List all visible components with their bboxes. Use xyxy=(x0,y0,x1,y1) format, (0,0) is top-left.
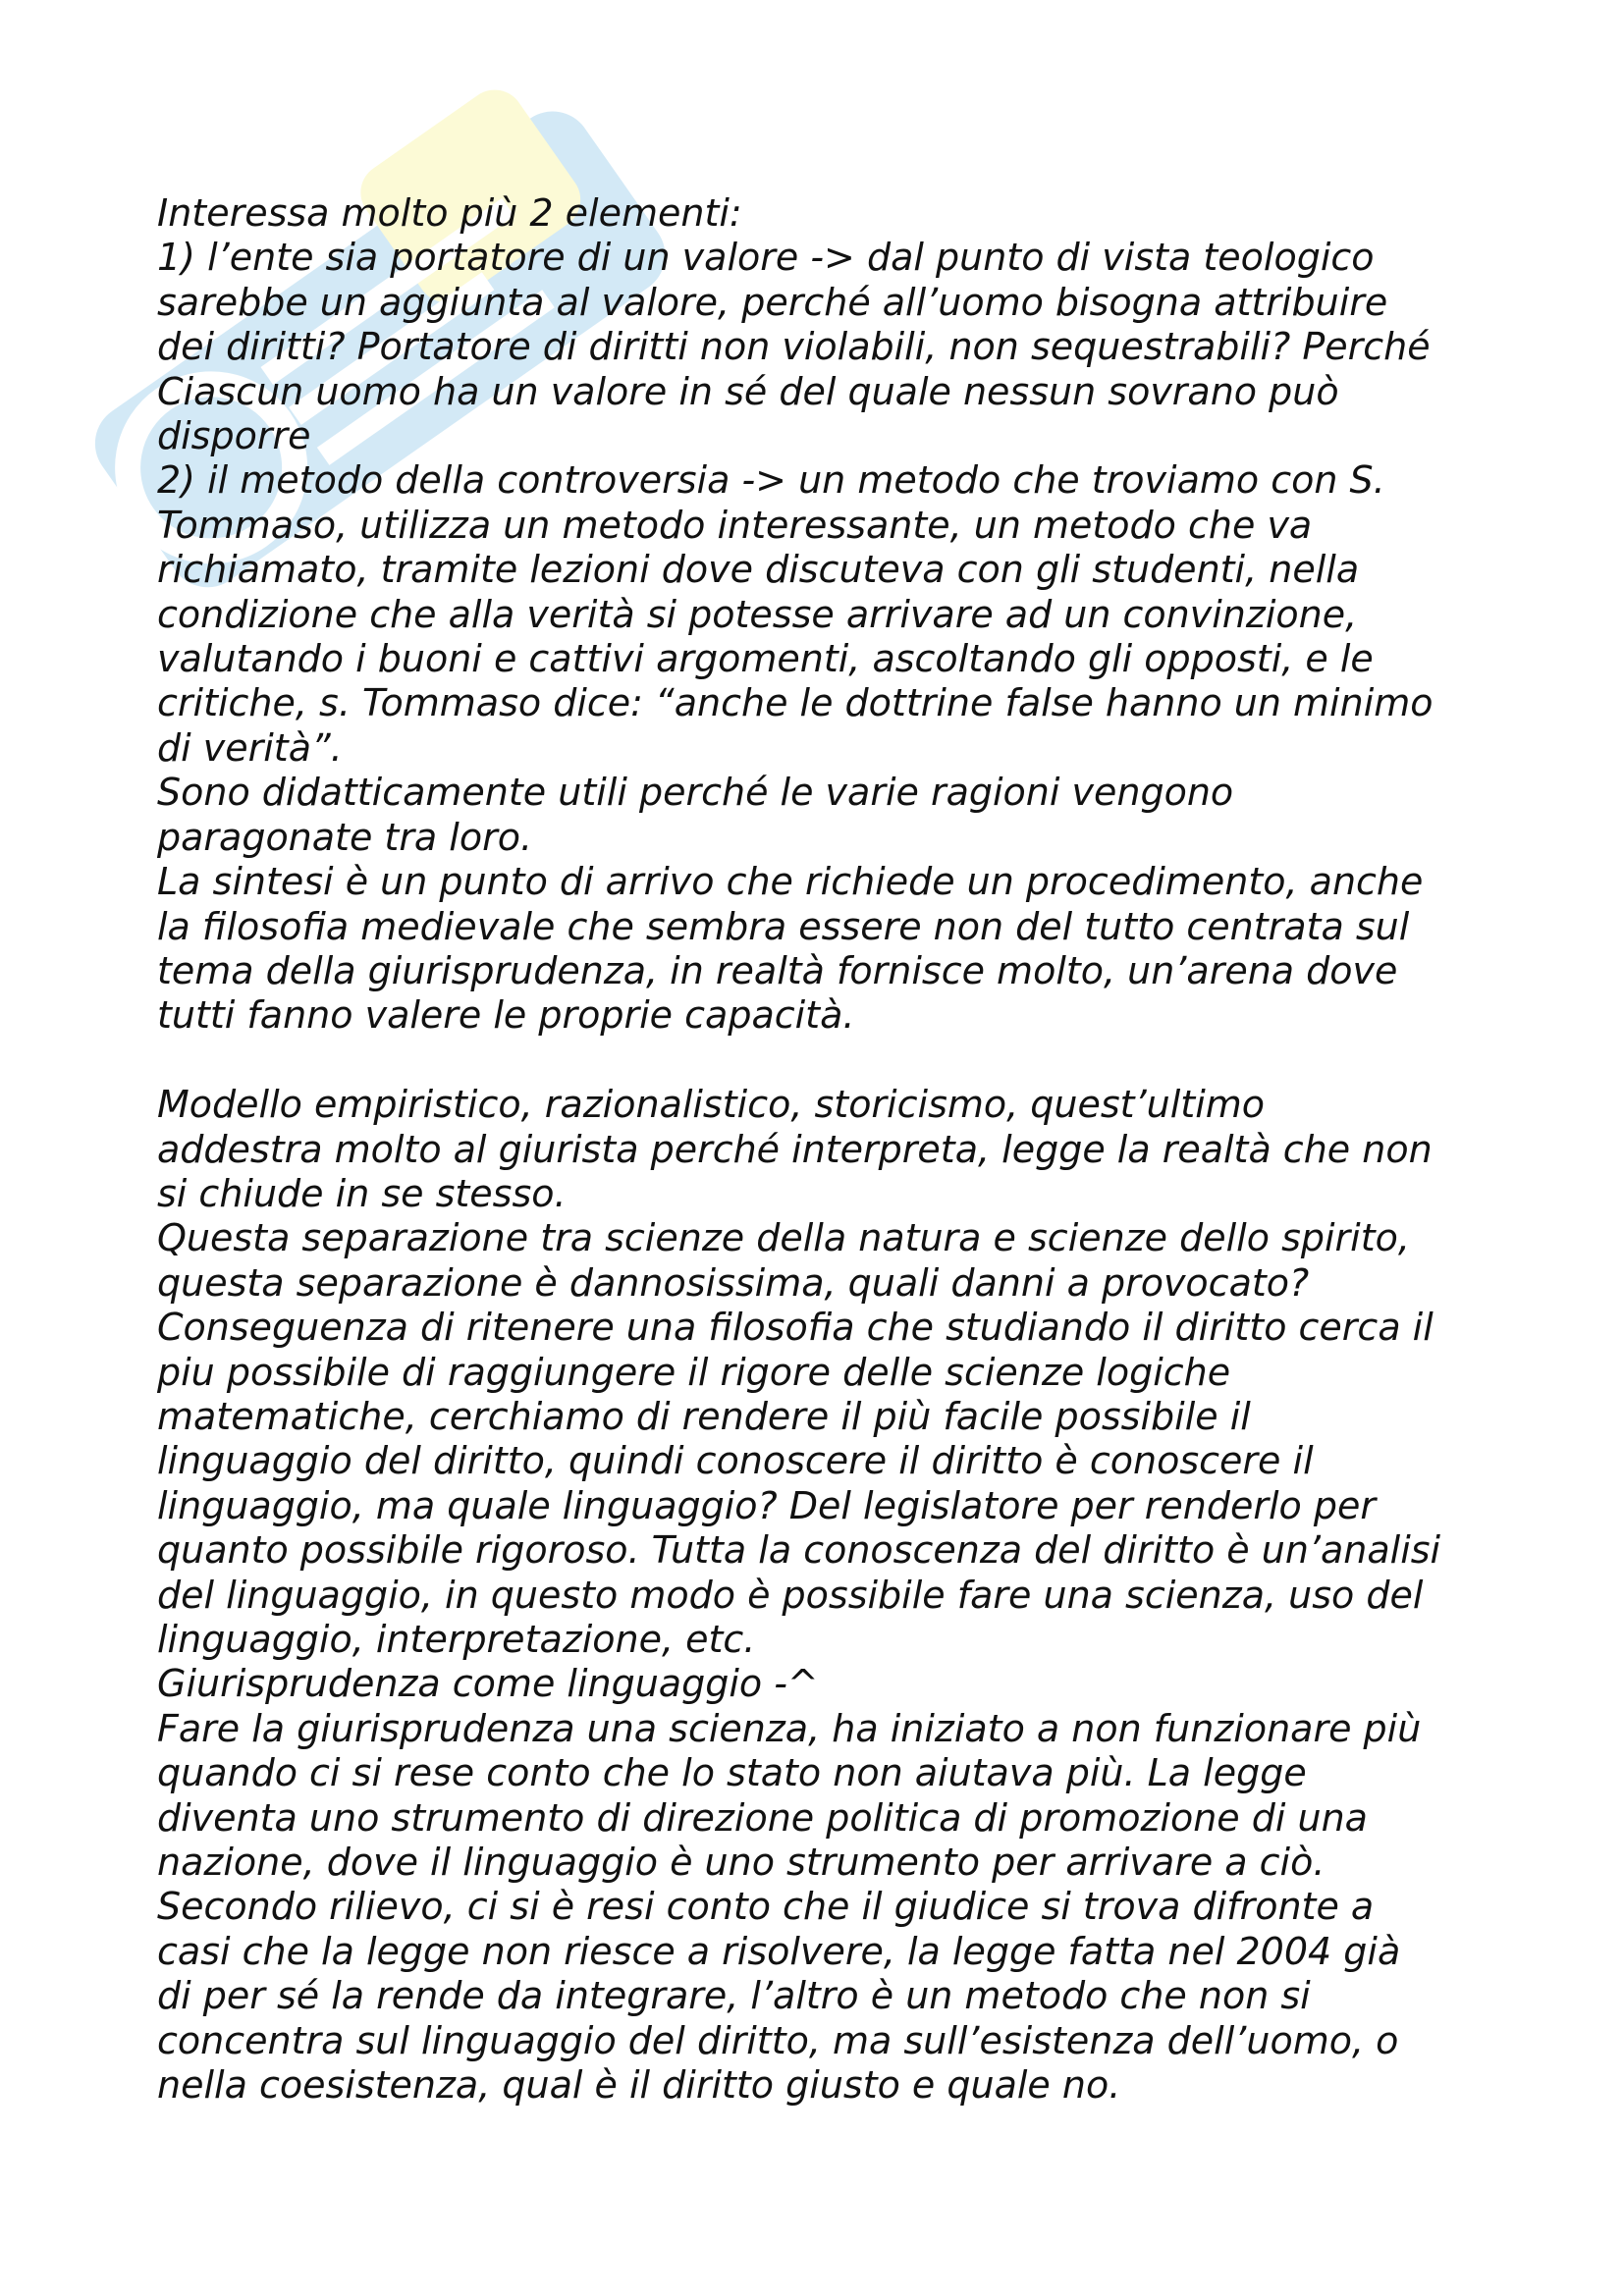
document-body xyxy=(157,191,1512,2108)
paragraph-1: Interessa molto più 2 elementi: 1) l’ente sia portatore di un valore -> dal punto di vista teologico sarebbe un aggiunta al valore, perché all’uomo bisogna attribuire dei diritti? Portatore di diritti non violabili, non sequestrabili? Perché Ciascun uomo ha un valore in sé del quale nessun sovrano può disporre 2) il metodo della controversia -> un metodo che troviamo con S. Tommaso, utilizza un metodo interessante, un metodo che va richiamato, tramite lezioni dove discuteva con gli studenti, nella condizione che alla verità si potesse arrivare ad un convinzione, valutando i buoni e cattivi argomenti, ascoltando gli opposti, e le critiche, s. Tommaso dice: “anche le dottrine false hanno un minimo di verità”. Sono didatticamente utili perché le varie ragioni vengono paragonate tra loro. La sintesi è un punto di arrivo che richiede un procedimento, anche la filosofia medievale che sembra essere non del tutto centrata sul tema della giurisprudenza, in realtà fornisce molto, un’arena dove tutti fanno valere le proprie capacità. xyxy=(157,191,1434,1038)
paragraph-spacer xyxy=(157,1039,1512,1083)
paragraph-2: Modello empiristico, razionalistico, storicismo, quest’ultimo addestra molto al giurista perché interpreta, legge la realtà che non si chiude in se stesso. Questa separazione tra scienze della natura e scienze dello spirito, questa separazione è dannosissima, quali danni a provocato? Conseguenza di ritenere una filosofia che studiando il diritto cerca il piu possibile di raggiungere il rigore delle scienze logiche matematiche, cerchiamo di rendere il più facile possibile il linguaggio del diritto, quindi conoscere il diritto è conoscere il linguaggio, ma quale linguaggio? Del legislatore per renderlo per quanto possibile rigoroso. Tutta la conoscenza del diritto è un’analisi del linguaggio, in questo modo è possibile fare una scienza, uso del linguaggio, interpretazione, etc. Giurisprudenza come linguaggio -^ Fare la giurisprudenza una scienza, ha iniziato a non funzionare più quando ci si rese conto che lo stato non aiutava più. La legge diventa uno strumento di direzione politica di promozione di una nazione, dove il linguaggio è uno strumento per arrivare a ciò. Secondo rilievo, ci si è resi conto che il giudice si trova difronte a casi che la legge non riesce a risolvere, la legge fatta nel 2004 già di per sé la rende da integrare, l’altro è un metodo che non si concentra sul linguaggio del diritto, ma sull’esistenza dell’uomo, o nella coesistenza, qual è il diritto giusto e quale no. xyxy=(157,1083,1441,2108)
